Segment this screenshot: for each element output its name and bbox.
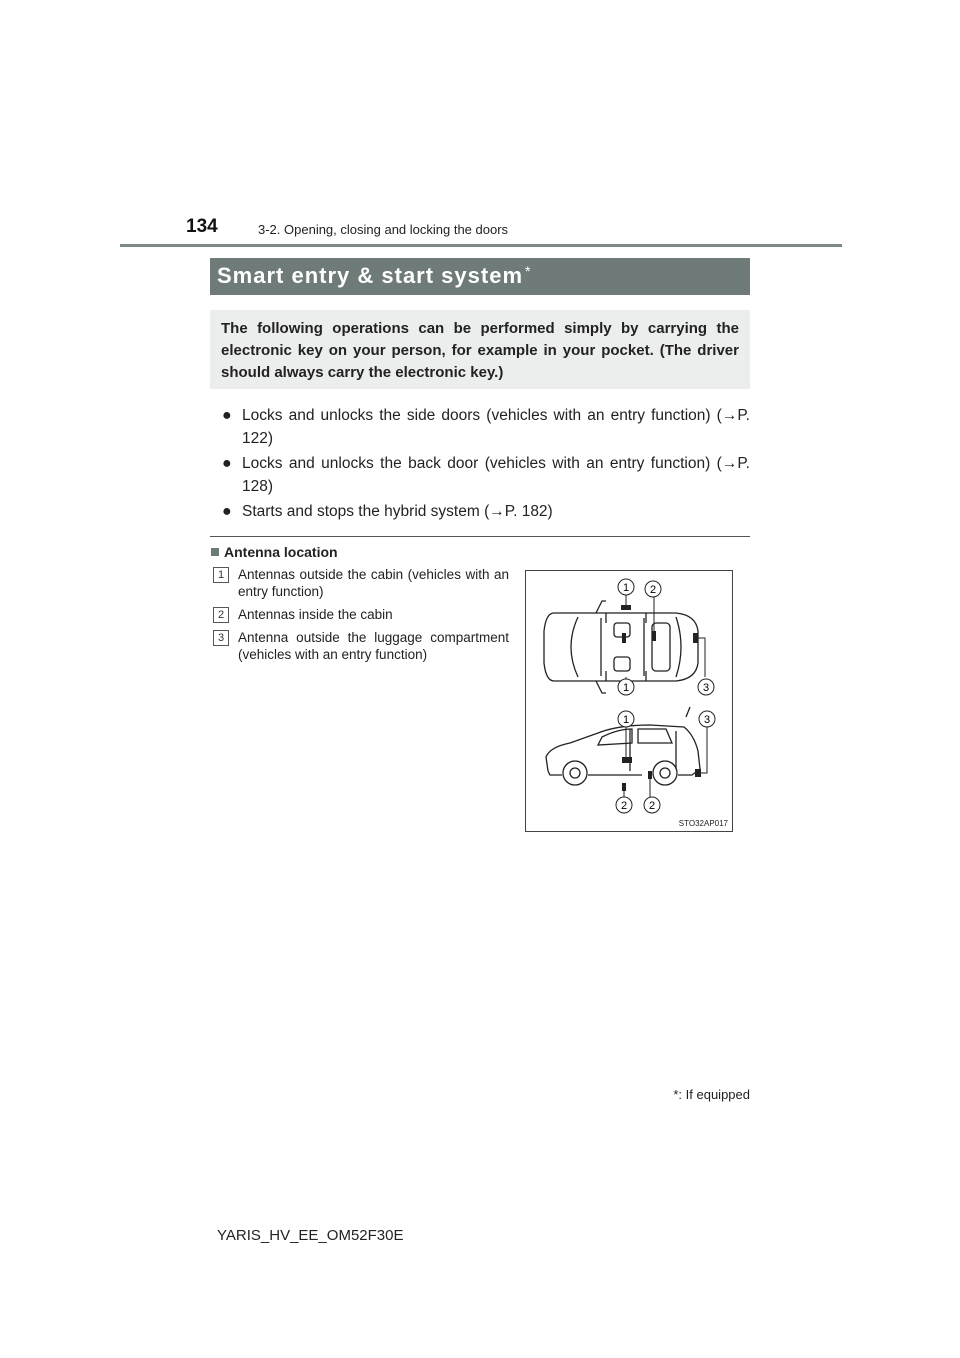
car-top-view [544, 601, 698, 693]
antenna-legend [213, 566, 509, 669]
callout-3-top-text: 3 [702, 682, 710, 694]
legend-number: 3 [213, 630, 229, 646]
feature-list [222, 404, 750, 525]
page-number: 134 [186, 216, 218, 237]
legend-number: 2 [213, 607, 229, 623]
square-bullet-icon [211, 548, 219, 556]
callout-1-bottom-text: 1 [622, 682, 630, 694]
intro-box [210, 310, 750, 389]
title-text: Smart entry & start system [217, 263, 524, 288]
intro-text: The following operations can be performed simply by carrying the electronic key on your person, for example in your pocket. (The driver should always carry the electronic key.) [221, 320, 739, 381]
legend-item [213, 629, 509, 663]
bullet-icon: ● [222, 407, 232, 424]
bullet-icon: ● [222, 455, 232, 472]
callout-3-side-text: 3 [703, 714, 711, 726]
section-divider [210, 536, 750, 537]
callout-2-top-text: 2 [649, 584, 657, 596]
callout-1-side-text: 1 [622, 714, 630, 726]
legend-item [213, 606, 509, 623]
antenna-heading [211, 544, 338, 560]
header-rule [120, 244, 842, 247]
list-item [222, 404, 750, 450]
list-item-text: Starts and stops the hybrid system (→P. 182) [242, 503, 553, 520]
antenna-figure [525, 570, 733, 832]
antenna-heading-text: Antenna location [224, 544, 338, 560]
list-item [222, 500, 750, 523]
section-path: 3-2. Opening, closing and locking the doors [258, 222, 509, 237]
legend-text: Antennas inside the cabin [238, 607, 393, 622]
document-code: YARIS_HV_EE_OM52F30E [217, 1227, 404, 1244]
antenna-markers-top [621, 605, 698, 689]
callout-2-side-left-text: 2 [620, 800, 628, 812]
legend-text: Antennas outside the cabin (vehicles with an entry function) [238, 567, 509, 599]
page-title [217, 263, 531, 289]
figure-id: STO32AP017 [678, 819, 728, 828]
list-item-text: Locks and unlocks the side doors (vehicles with an entry function) (→P. 122) [242, 407, 750, 447]
bullet-icon: ● [222, 503, 232, 520]
footnote: *: If equipped [673, 1087, 750, 1102]
callouts-top [618, 579, 714, 695]
legend-item [213, 566, 509, 600]
callout-1-top-text: 1 [622, 582, 630, 594]
callout-2-side-right-text: 2 [648, 800, 656, 812]
list-item-text: Locks and unlocks the back door (vehicles with an entry function) (→P. 128) [242, 455, 750, 495]
legend-text: Antenna outside the luggage compartment (vehicles with an entry function) [238, 630, 509, 662]
car-illustration [526, 571, 732, 831]
title-bar [210, 258, 750, 295]
list-item [222, 452, 750, 498]
title-asterisk: * [525, 263, 532, 279]
legend-number: 1 [213, 567, 229, 583]
